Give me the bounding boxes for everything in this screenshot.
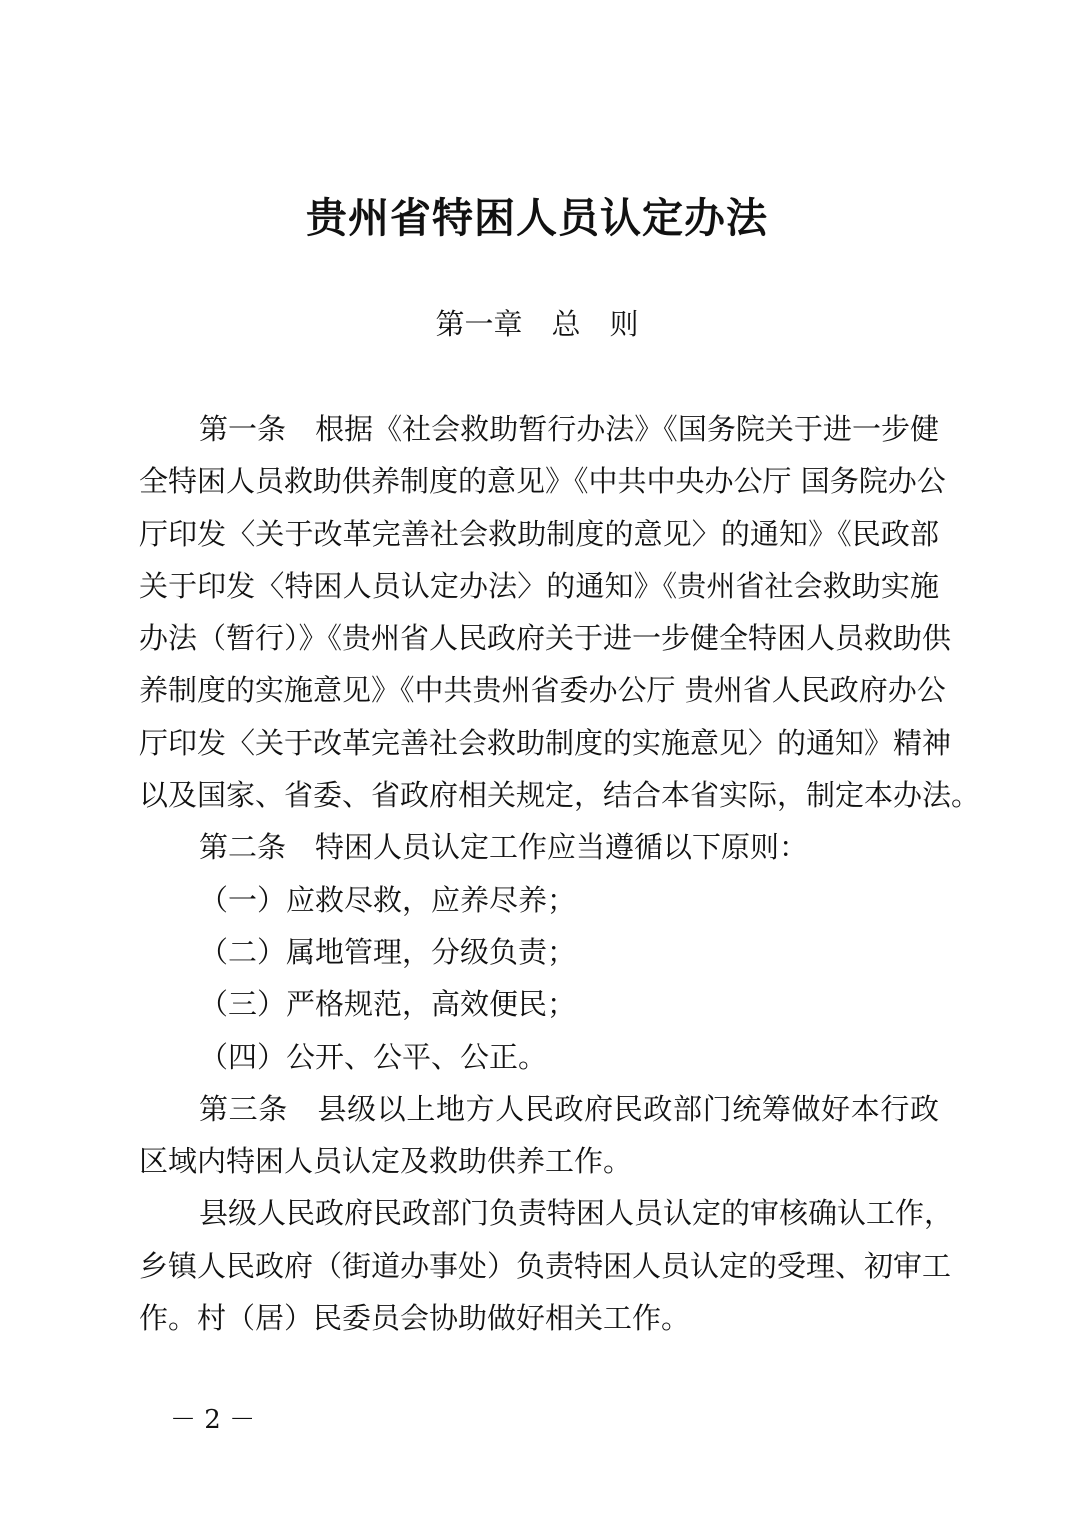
line-text: 特困人员认定工作应当遵循以下原则： xyxy=(286,830,809,865)
line-text: （三）严格规范，高效便民； xyxy=(199,987,577,1022)
line-text: （四）公开、公平、公正。 xyxy=(199,1039,548,1074)
body-line xyxy=(139,560,939,612)
body-line xyxy=(139,612,952,664)
body-line xyxy=(139,1031,939,1083)
document-title: 贵州省特困人员认定办法 xyxy=(306,194,768,242)
body-line xyxy=(139,1135,939,1187)
line-text: 区域内特困人员认定及救助供养工作。 xyxy=(139,1144,633,1179)
body-line xyxy=(139,455,946,507)
body-line xyxy=(139,403,939,455)
line-text: 根据《社会救助暂行办法》《国务院关于进一步健 xyxy=(286,412,939,446)
line-text: 办法（暂行）》《贵州省人民政府关于进一步健全特困人员救助供 xyxy=(139,621,952,656)
body-line xyxy=(139,926,939,978)
document-body xyxy=(139,403,981,1344)
chapter-heading: 第一章 总 则 xyxy=(435,307,639,341)
page-number: － 2 － xyxy=(170,1405,256,1435)
body-line xyxy=(139,978,939,1030)
line-text: 厅印发〈关于改革完善社会救助制度的意见〉的通知》《民政部 xyxy=(139,516,939,551)
line-text: （二）属地管理，分级负责； xyxy=(199,934,577,969)
article-number: 第一条 xyxy=(199,412,287,446)
body-line xyxy=(139,1083,939,1135)
body-line xyxy=(139,874,939,926)
line-text: 全特困人员救助供养制度的意见》《中共中央办公厅 国务院办公 xyxy=(139,464,946,499)
body-line xyxy=(139,664,946,716)
body-line xyxy=(139,717,952,769)
line-text: （一）应救尽救，应养尽养； xyxy=(199,882,577,917)
line-text: 厅印发〈关于改革完善社会救助制度的实施意见〉的通知》精神 xyxy=(139,725,952,760)
body-line xyxy=(139,1240,952,1292)
body-line xyxy=(139,1292,939,1344)
body-line xyxy=(139,508,939,560)
article-number: 第三条 xyxy=(199,1091,288,1126)
body-line xyxy=(139,769,981,821)
body-line xyxy=(139,1187,954,1239)
line-text: 乡镇人民政府（街道办事处）负责特困人员认定的受理、初审工 xyxy=(139,1248,952,1283)
body-line xyxy=(139,821,939,873)
article-number: 第二条 xyxy=(199,830,287,865)
line-text: 以及国家、省委、省政府相关规定，结合本省实际，制定本办法。 xyxy=(139,778,981,813)
line-text: 作。村（居）民委员会协助做好相关工作。 xyxy=(139,1301,691,1336)
line-text: 关于印发〈特困人员认定办法〉的通知》《贵州省社会救助实施 xyxy=(139,568,939,603)
line-text: 县级以上地方人民政府民政部门统筹做好本行政 xyxy=(287,1091,939,1126)
line-text: 县级人民政府民政部门负责特困人员认定的审核确认工作， xyxy=(199,1196,954,1231)
line-text: 养制度的实施意见》《中共贵州省委办公厅 贵州省人民政府办公 xyxy=(139,673,946,708)
